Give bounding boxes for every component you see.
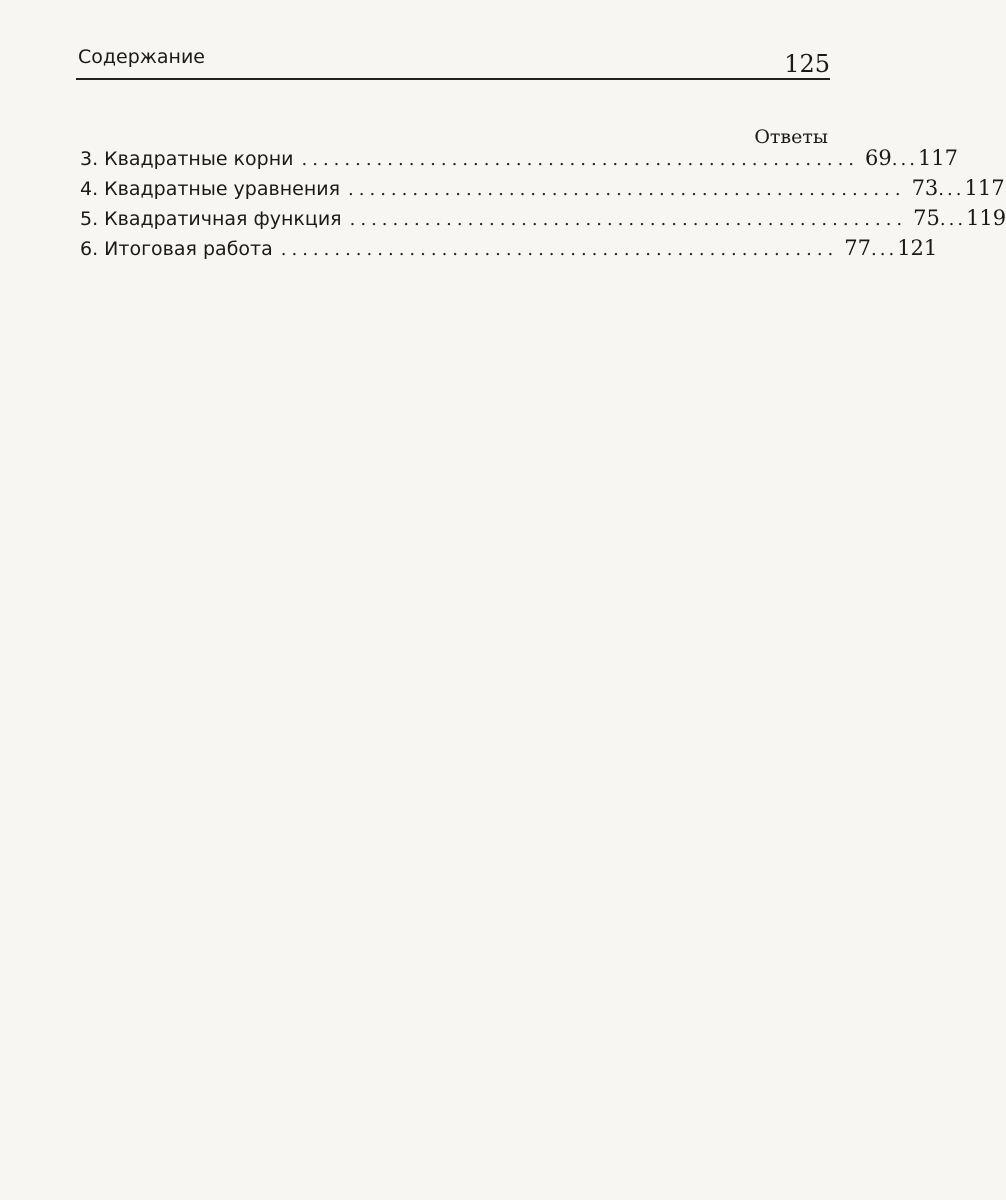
toc-entry-page: 75 bbox=[913, 206, 940, 230]
toc-entry-page: 73 bbox=[911, 176, 939, 200]
bleed-through-text bbox=[300, 280, 860, 1160]
toc-entry-title: 6. Итоговая работа bbox=[80, 238, 273, 260]
toc-row bbox=[80, 146, 959, 176]
toc-entry-page: 77 bbox=[844, 236, 872, 260]
dot-leader: .................................................... bbox=[349, 209, 908, 230]
table-of-contents bbox=[80, 146, 1006, 266]
toc-entry-page: 69 bbox=[865, 146, 892, 170]
toc-row bbox=[80, 206, 1006, 236]
dot-separator: ... bbox=[871, 239, 898, 260]
page-header bbox=[76, 40, 830, 80]
toc-entry-answer-page: 117 bbox=[964, 176, 1005, 200]
dot-separator: ... bbox=[891, 149, 918, 170]
toc-row bbox=[80, 176, 1005, 206]
dot-leader: .................................................... bbox=[280, 239, 839, 260]
page-number: 125 bbox=[784, 50, 830, 78]
toc-entry-answer-page: 117 bbox=[917, 146, 959, 170]
dot-separator: ... bbox=[938, 179, 965, 200]
toc-entry-title: 4. Квадратные уравнения bbox=[80, 178, 341, 200]
toc-entry-answer-page: 121 bbox=[897, 236, 938, 260]
header-title: Содержание bbox=[78, 46, 205, 68]
toc-entry-title: 3. Квадратные корни bbox=[80, 148, 294, 170]
toc-entry-answer-page: 119 bbox=[966, 206, 1006, 230]
answers-column-label: Ответы bbox=[754, 126, 828, 148]
toc-row bbox=[80, 236, 938, 266]
dot-leader: .................................................... bbox=[348, 179, 906, 200]
dot-leader: .................................................... bbox=[301, 149, 860, 170]
toc-entry-title: 5. Квадратичная функция bbox=[80, 208, 342, 230]
dot-separator: ... bbox=[939, 209, 967, 230]
